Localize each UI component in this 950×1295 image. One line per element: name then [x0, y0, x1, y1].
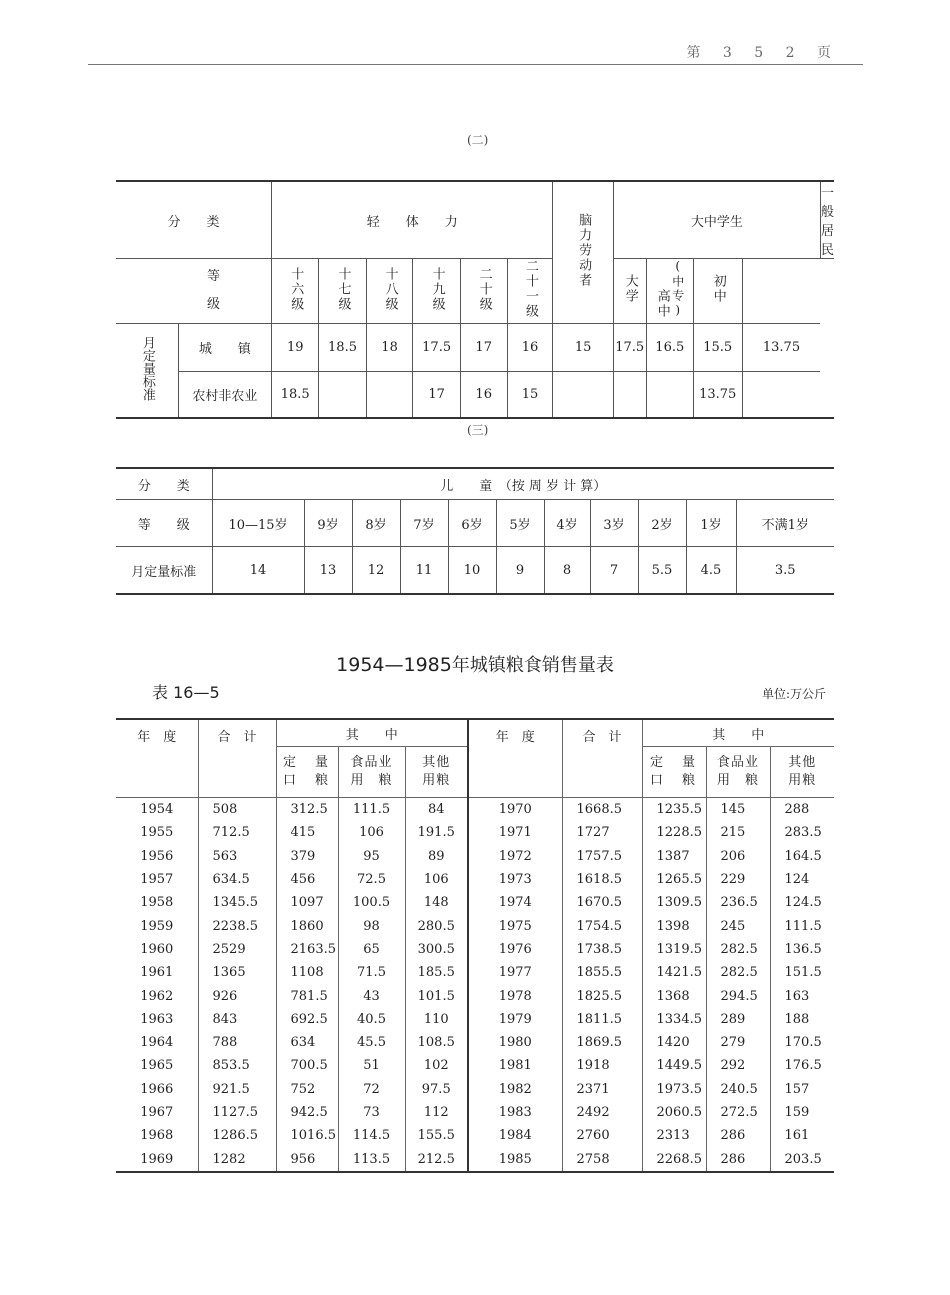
- grade-17: 十七级: [319, 259, 366, 324]
- year-cell: 1962: [116, 984, 198, 1007]
- table-row: [116, 961, 834, 984]
- year-cell: 1967: [116, 1101, 198, 1124]
- food-cell: 292: [706, 1054, 770, 1077]
- hdr-of-which: 其 中: [276, 719, 468, 747]
- other-cell: 203.5: [770, 1147, 834, 1171]
- food-cell: 106: [338, 821, 405, 844]
- ration-table-2: [116, 180, 834, 419]
- total-cell: 2492: [562, 1101, 642, 1124]
- other-cell: 110: [405, 1008, 468, 1031]
- ration-cell: 1265.5: [642, 868, 706, 891]
- urban-label: 城 镇: [178, 324, 271, 372]
- other-cell: 155.5: [405, 1124, 468, 1147]
- ration-cell: 634: [276, 1031, 338, 1054]
- rural-label: 农村非农业: [178, 372, 271, 418]
- stu-junior: 初中: [693, 259, 742, 324]
- cell: 18: [366, 324, 413, 372]
- ration-cell: 415: [276, 821, 338, 844]
- ration-cell: 1368: [642, 984, 706, 1007]
- other-cell: 89: [405, 845, 468, 868]
- table-row: [116, 1147, 834, 1171]
- hdr-ration: 定 量 口 粮: [642, 747, 706, 798]
- other-cell: 159: [770, 1101, 834, 1124]
- ration-table-3: [116, 467, 834, 595]
- ration-cell: 1334.5: [642, 1008, 706, 1031]
- year-cell: 1974: [468, 891, 562, 914]
- age-cell: 2岁: [638, 500, 686, 547]
- hdr-grade: 等 级: [116, 259, 272, 324]
- year-cell: 1973: [468, 868, 562, 891]
- grade-19: 十九级: [413, 259, 460, 324]
- ration-cell: 1319.5: [642, 938, 706, 961]
- hdr-grade: 等 级: [116, 500, 212, 547]
- total-cell: 921.5: [198, 1078, 276, 1101]
- total-cell: 1918: [562, 1054, 642, 1077]
- age-cell: 1岁: [686, 500, 736, 547]
- year-cell: 1958: [116, 891, 198, 914]
- table-row: [116, 1124, 834, 1147]
- total-cell: 1618.5: [562, 868, 642, 891]
- table-row: [116, 1031, 834, 1054]
- hdr-total: 合 计: [198, 719, 276, 798]
- cell: 4.5: [686, 547, 736, 595]
- other-cell: 176.5: [770, 1054, 834, 1077]
- ration-cell: 456: [276, 868, 338, 891]
- table-number-value: 16—5: [173, 683, 220, 702]
- ration-cell: 1097: [276, 891, 338, 914]
- total-cell: 563: [198, 845, 276, 868]
- grade-21: 二十一级: [507, 259, 553, 324]
- other-cell: 300.5: [405, 938, 468, 961]
- year-cell: 1978: [468, 984, 562, 1007]
- cell: 11: [400, 547, 448, 595]
- other-cell: 111.5: [770, 914, 834, 937]
- table-title: [0, 651, 950, 677]
- table-row: [116, 798, 834, 822]
- total-cell: 2238.5: [198, 914, 276, 937]
- cell: 13.75: [693, 372, 742, 418]
- year-cell: 1972: [468, 845, 562, 868]
- cell: [366, 372, 413, 418]
- cell: 15: [553, 324, 613, 372]
- food-cell: 40.5: [338, 1008, 405, 1031]
- other-cell: 102: [405, 1054, 468, 1077]
- total-cell: 1345.5: [198, 891, 276, 914]
- hdr-other: 其他 用粮: [770, 747, 834, 798]
- year-cell: 1980: [468, 1031, 562, 1054]
- total-cell: 2371: [562, 1078, 642, 1101]
- cell: 9: [496, 547, 544, 595]
- year-cell: 1970: [468, 798, 562, 822]
- age-cell: 10—15岁: [212, 500, 304, 547]
- cell: 17.5: [413, 324, 460, 372]
- year-cell: 1975: [468, 914, 562, 937]
- food-cell: 113.5: [338, 1147, 405, 1171]
- other-cell: 212.5: [405, 1147, 468, 1171]
- ration-cell: 942.5: [276, 1101, 338, 1124]
- food-cell: 43: [338, 984, 405, 1007]
- header-rule: [88, 64, 863, 65]
- food-cell: 229: [706, 868, 770, 891]
- total-cell: 1282: [198, 1147, 276, 1171]
- food-cell: 240.5: [706, 1078, 770, 1101]
- table-row: [116, 1054, 834, 1077]
- food-cell: 279: [706, 1031, 770, 1054]
- ration-cell: 2313: [642, 1124, 706, 1147]
- other-cell: 124.5: [770, 891, 834, 914]
- other-cell: 106: [405, 868, 468, 891]
- age-cell: 5岁: [496, 500, 544, 547]
- other-cell: 185.5: [405, 961, 468, 984]
- year-cell: 1963: [116, 1008, 198, 1031]
- cell: 14: [212, 547, 304, 595]
- other-cell: 151.5: [770, 961, 834, 984]
- cell: [646, 372, 693, 418]
- total-cell: 2760: [562, 1124, 642, 1147]
- food-cell: 286: [706, 1124, 770, 1147]
- total-cell: 1855.5: [562, 961, 642, 984]
- title-text: 年城镇粮食销售量表: [451, 655, 614, 676]
- year-cell: 1957: [116, 868, 198, 891]
- year-cell: 1985: [468, 1147, 562, 1171]
- year-cell: 1979: [468, 1008, 562, 1031]
- other-cell: 280.5: [405, 914, 468, 937]
- cell: 18.5: [272, 372, 319, 418]
- cell: 16.5: [646, 324, 693, 372]
- age-cell: 4岁: [544, 500, 590, 547]
- table-body: [116, 798, 834, 1172]
- table-row: [116, 914, 834, 937]
- grade-18: 十八级: [366, 259, 413, 324]
- hdr-children: 儿 童 （按 周 岁 计 算）: [212, 468, 834, 500]
- cell: 17: [460, 324, 507, 372]
- food-cell: 286: [706, 1147, 770, 1171]
- total-cell: 1757.5: [562, 845, 642, 868]
- year-cell: 1954: [116, 798, 198, 822]
- ration-cell: 1449.5: [642, 1054, 706, 1077]
- food-cell: 71.5: [338, 961, 405, 984]
- other-cell: 108.5: [405, 1031, 468, 1054]
- total-cell: 843: [198, 1008, 276, 1031]
- total-cell: 853.5: [198, 1054, 276, 1077]
- ration-cell: 1973.5: [642, 1078, 706, 1101]
- hdr-mental-labor: [553, 181, 613, 324]
- food-cell: 215: [706, 821, 770, 844]
- food-cell: 73: [338, 1101, 405, 1124]
- ration-cell: 2163.5: [276, 938, 338, 961]
- food-cell: 111.5: [338, 798, 405, 822]
- resident-blank: [742, 259, 820, 324]
- other-cell: 148: [405, 891, 468, 914]
- food-cell: 45.5: [338, 1031, 405, 1054]
- age-cell: 不满1岁: [736, 500, 834, 547]
- total-cell: 2758: [562, 1147, 642, 1171]
- ration-cell: 1387: [642, 845, 706, 868]
- cell: 19: [272, 324, 319, 372]
- table-row: [116, 1101, 834, 1124]
- cell: 18.5: [319, 324, 366, 372]
- year-cell: 1960: [116, 938, 198, 961]
- year-cell: 1982: [468, 1078, 562, 1101]
- food-cell: 245: [706, 914, 770, 937]
- grade-20: 二十级: [460, 259, 507, 324]
- year-cell: 1955: [116, 821, 198, 844]
- cell: 15: [507, 372, 553, 418]
- food-cell: 100.5: [338, 891, 405, 914]
- hdr-of-which: 其 中: [642, 719, 834, 747]
- total-cell: 508: [198, 798, 276, 822]
- total-cell: 788: [198, 1031, 276, 1054]
- cell: 15.5: [693, 324, 742, 372]
- cell: [319, 372, 366, 418]
- cell: 16: [507, 324, 553, 372]
- cell: 3.5: [736, 547, 834, 595]
- food-cell: 236.5: [706, 891, 770, 914]
- hdr-other: 其他 用粮: [405, 747, 468, 798]
- total-cell: 1286.5: [198, 1124, 276, 1147]
- ration-cell: 752: [276, 1078, 338, 1101]
- year-cell: 1965: [116, 1054, 198, 1077]
- hdr-total: 合 计: [562, 719, 642, 798]
- hdr-students: 大中学生: [613, 181, 820, 259]
- table-row: [116, 868, 834, 891]
- year-cell: 1964: [116, 1031, 198, 1054]
- other-cell: 283.5: [770, 821, 834, 844]
- age-cell: 8岁: [352, 500, 400, 547]
- other-cell: 161: [770, 1124, 834, 1147]
- table-number: [152, 680, 220, 703]
- other-cell: 188: [770, 1008, 834, 1031]
- hdr-year: 年 度: [116, 719, 198, 798]
- other-cell: 157: [770, 1078, 834, 1101]
- table-row: [116, 891, 834, 914]
- year-cell: 1969: [116, 1147, 198, 1171]
- ration-cell: 781.5: [276, 984, 338, 1007]
- ration-cell: 2060.5: [642, 1101, 706, 1124]
- other-cell: 170.5: [770, 1031, 834, 1054]
- ration-cell: 700.5: [276, 1054, 338, 1077]
- hdr-ration: 定 量 口 粮: [276, 747, 338, 798]
- age-cell: 9岁: [304, 500, 352, 547]
- food-cell: 289: [706, 1008, 770, 1031]
- food-cell: 282.5: [706, 961, 770, 984]
- cell: 7: [590, 547, 638, 595]
- hdr-year: 年 度: [468, 719, 562, 798]
- section2-mark: (二): [467, 133, 489, 147]
- cell: 17.5: [613, 324, 646, 372]
- table-number-label: 表: [152, 683, 169, 702]
- table-row: [116, 938, 834, 961]
- food-cell: 272.5: [706, 1101, 770, 1124]
- food-cell: 51: [338, 1054, 405, 1077]
- table-row: [116, 1008, 834, 1031]
- cell: [742, 372, 820, 418]
- year-cell: 1961: [116, 961, 198, 984]
- food-cell: 72: [338, 1078, 405, 1101]
- cell: 10: [448, 547, 496, 595]
- hdr-class: 分 类: [116, 468, 212, 500]
- age-cell: 3岁: [590, 500, 638, 547]
- year-cell: 1984: [468, 1124, 562, 1147]
- cell: 13: [304, 547, 352, 595]
- year-cell: 1956: [116, 845, 198, 868]
- cell: 5.5: [638, 547, 686, 595]
- year-cell: 1968: [116, 1124, 198, 1147]
- food-cell: 114.5: [338, 1124, 405, 1147]
- ration-cell: 1108: [276, 961, 338, 984]
- food-cell: 72.5: [338, 868, 405, 891]
- food-cell: 95: [338, 845, 405, 868]
- ration-cell: 2268.5: [642, 1147, 706, 1171]
- food-cell: 206: [706, 845, 770, 868]
- other-cell: 164.5: [770, 845, 834, 868]
- stu-high: 高中(中专): [646, 259, 693, 324]
- total-cell: 1754.5: [562, 914, 642, 937]
- other-cell: 163: [770, 984, 834, 1007]
- other-cell: 84: [405, 798, 468, 822]
- ration-cell: 1860: [276, 914, 338, 937]
- ration-cell: 1309.5: [642, 891, 706, 914]
- year-cell: 1977: [468, 961, 562, 984]
- age-cell: 6岁: [448, 500, 496, 547]
- year-cell: 1959: [116, 914, 198, 937]
- table-row: [116, 845, 834, 868]
- ration-cell: 1235.5: [642, 798, 706, 822]
- total-cell: 1670.5: [562, 891, 642, 914]
- year-cell: 1966: [116, 1078, 198, 1101]
- other-cell: 101.5: [405, 984, 468, 1007]
- other-cell: 191.5: [405, 821, 468, 844]
- unit-label: 单位:万公斤: [761, 687, 826, 701]
- ration-cell: 1398: [642, 914, 706, 937]
- stu-univ: 大学: [613, 259, 646, 324]
- other-cell: 136.5: [770, 938, 834, 961]
- hdr-food: 食品业 用 粮: [338, 747, 405, 798]
- total-cell: 926: [198, 984, 276, 1007]
- cell: 8: [544, 547, 590, 595]
- grade-16: 十六级: [272, 259, 319, 324]
- total-cell: 1668.5: [562, 798, 642, 822]
- total-cell: 634.5: [198, 868, 276, 891]
- other-cell: 112: [405, 1101, 468, 1124]
- page-number: 第 3 5 2 页: [686, 45, 840, 61]
- ration-cell: 1421.5: [642, 961, 706, 984]
- cell: 13.75: [742, 324, 820, 372]
- ration-cell: 379: [276, 845, 338, 868]
- ration-cell: 1228.5: [642, 821, 706, 844]
- table-row: [116, 1078, 834, 1101]
- year-cell: 1983: [468, 1101, 562, 1124]
- food-cell: 98: [338, 914, 405, 937]
- total-cell: 712.5: [198, 821, 276, 844]
- ration-cell: 312.5: [276, 798, 338, 822]
- ration-cell: 1016.5: [276, 1124, 338, 1147]
- table-row: [116, 821, 834, 844]
- row-label: 月定量标准: [116, 547, 212, 595]
- grain-sales-table: [116, 718, 834, 1173]
- food-cell: 65: [338, 938, 405, 961]
- total-cell: 1738.5: [562, 938, 642, 961]
- cell: [613, 372, 646, 418]
- hdr-resident: 一般居民: [820, 181, 834, 259]
- hdr-class: 分 类: [116, 181, 272, 259]
- cell: [553, 372, 613, 418]
- title-years: 1954—1985: [336, 654, 452, 676]
- total-cell: 1365: [198, 961, 276, 984]
- ration-cell: 692.5: [276, 1008, 338, 1031]
- cell: 17: [413, 372, 460, 418]
- year-cell: 1976: [468, 938, 562, 961]
- other-cell: 124: [770, 868, 834, 891]
- total-cell: 1127.5: [198, 1101, 276, 1124]
- cell: 16: [460, 372, 507, 418]
- ration-cell: 1420: [642, 1031, 706, 1054]
- hdr-light-labor: 轻 体 力: [272, 181, 553, 259]
- section3-mark: (三): [467, 423, 489, 437]
- year-cell: 1971: [468, 821, 562, 844]
- food-cell: 294.5: [706, 984, 770, 1007]
- hdr-food: 食品业 用 粮: [706, 747, 770, 798]
- total-cell: 2529: [198, 938, 276, 961]
- hdr-mental-text: 脑力劳动者: [576, 213, 592, 288]
- food-cell: 282.5: [706, 938, 770, 961]
- table-row: [116, 984, 834, 1007]
- total-cell: 1811.5: [562, 1008, 642, 1031]
- row-label: 月定量标准: [116, 324, 178, 418]
- other-cell: 288: [770, 798, 834, 822]
- food-cell: 145: [706, 798, 770, 822]
- other-cell: 97.5: [405, 1078, 468, 1101]
- year-cell: 1981: [468, 1054, 562, 1077]
- cell: 12: [352, 547, 400, 595]
- total-cell: 1869.5: [562, 1031, 642, 1054]
- total-cell: 1825.5: [562, 984, 642, 1007]
- total-cell: 1727: [562, 821, 642, 844]
- ration-cell: 956: [276, 1147, 338, 1171]
- age-cell: 7岁: [400, 500, 448, 547]
